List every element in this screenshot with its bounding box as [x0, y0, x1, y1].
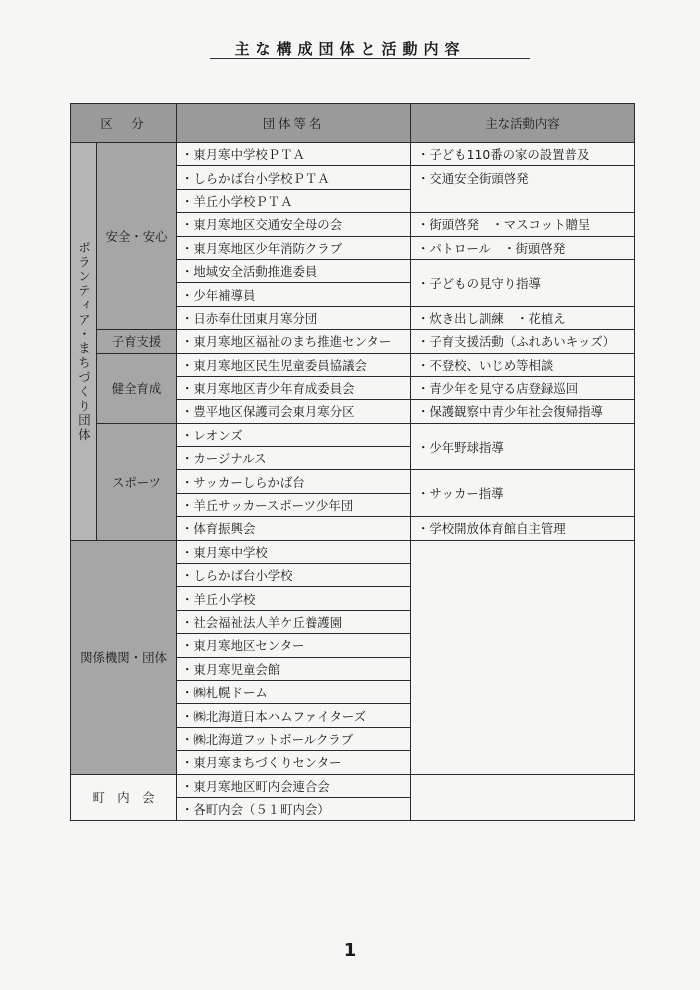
category-sports: スポーツ [97, 423, 177, 540]
org-cell: ・ ㈱札幌ドーム [177, 680, 411, 703]
category-safety: 安全・安心 [97, 143, 177, 330]
table-row [71, 540, 635, 563]
activity-cell: ・子どもの見守り指導 [411, 259, 635, 306]
table-row [71, 330, 635, 353]
title-underline [210, 58, 530, 59]
org-cell: ・ 羊丘小学校 [177, 587, 411, 610]
header-category: 区 分 [71, 104, 177, 143]
activity-cell-empty [411, 540, 635, 774]
org-cell: ・ サッカーしらかば台 [177, 470, 411, 493]
org-cell: ・ 社会福祉法人羊ケ丘養護園 [177, 610, 411, 633]
activity-cell: ・サッカー指導 [411, 470, 635, 517]
org-cell: ・ カージナルス [177, 447, 411, 470]
activity-cell: ・少年野球指導 [411, 423, 635, 470]
organizations-table [70, 103, 635, 821]
activity-cell: ・不登校、いじめ等相談 [411, 353, 635, 376]
category-child: 子育支援 [97, 330, 177, 353]
page-number: 1 [343, 940, 357, 961]
activity-cell-empty [411, 774, 635, 821]
org-cell: ・ 豊平地区保護司会東月寒分区 [177, 400, 411, 423]
table-row [71, 143, 635, 166]
group-volunteer: ボランティア・まちづくり団体 [71, 143, 97, 541]
activity-cell: ・保護観察中青少年社会復帰指導 [411, 400, 635, 423]
org-cell: ・ 東月寒地区センター [177, 634, 411, 657]
org-cell: ・ ㈱北海道フットボールクラブ [177, 727, 411, 750]
org-cell: ・ 東月寒児童会館 [177, 657, 411, 680]
org-cell: ・ 東月寒地区福祉のまち推進センター [177, 330, 411, 353]
org-cell: ・ 東月寒地区青少年育成委員会 [177, 376, 411, 399]
org-cell: ・ レオンズ [177, 423, 411, 446]
org-cell: ・ しらかば台小学校ＰＴＡ [177, 166, 411, 189]
activity-text: 交通安全街頭啓発 [429, 171, 529, 187]
org-cell: ・ ㈱北海道日本ハムファイターズ [177, 704, 411, 727]
header-activity: 主な活動内容 [411, 104, 635, 143]
org-cell: ・ 東月寒まちづくりセンター [177, 751, 411, 774]
activity-cell: ・学校開放体育館自主管理 [411, 517, 635, 540]
org-cell: ・ 羊丘小学校ＰＴＡ [177, 189, 411, 212]
org-cell: ・ 羊丘サッカースポーツ少年団 [177, 493, 411, 516]
group-chonai: 町 内 会 [71, 774, 177, 821]
group-related: 関係機関・団体 [71, 540, 177, 774]
category-health: 健全育成 [97, 353, 177, 423]
activity-cell: ・炊き出し訓練 ・花植え [411, 306, 635, 329]
org-cell: ・ 東月寒中学校 [177, 540, 411, 563]
org-cell: ・ 日赤奉仕団東月寒分団 [177, 306, 411, 329]
org-cell: ・ 東月寒地区町内会連合会 [177, 774, 411, 797]
table-row [71, 774, 635, 797]
org-cell: ・ しらかば台小学校 [177, 564, 411, 587]
activity-cell: ・パトロール ・街頭啓発 [411, 236, 635, 259]
org-cell: ・ 東月寒地区交通安全母の会 [177, 213, 411, 236]
org-cell: ・ 各町内会（５１町内会） [177, 797, 411, 820]
org-cell: ・ 少年補導員 [177, 283, 411, 306]
org-cell: ・ 東月寒地区少年消防クラブ [177, 236, 411, 259]
activity-cell: ・子育支援活動（ふれあいキッズ） [411, 330, 635, 353]
table-row [71, 423, 635, 446]
page-title: 主な構成団体と活動内容 [234, 40, 466, 58]
org-cell: ・ 地域安全活動推進委員 [177, 259, 411, 282]
activity-cell: ・街頭啓発 ・マスコット贈呈 [411, 213, 635, 236]
org-cell: ・ 東月寒地区民生児童委員協議会 [177, 353, 411, 376]
table-row [71, 353, 635, 376]
activity-cell: ・交通安全街頭啓発 [411, 166, 635, 213]
activity-cell: ・子ども110番の家の設置普及 [411, 143, 635, 166]
table-header-row [71, 104, 635, 143]
activity-cell: ・青少年を見守る店登録巡回 [411, 376, 635, 399]
org-cell: ・ 東月寒中学校ＰＴＡ [177, 143, 411, 166]
org-cell: ・ 体育振興会 [177, 517, 411, 540]
header-org: 団体等名 [177, 104, 411, 143]
